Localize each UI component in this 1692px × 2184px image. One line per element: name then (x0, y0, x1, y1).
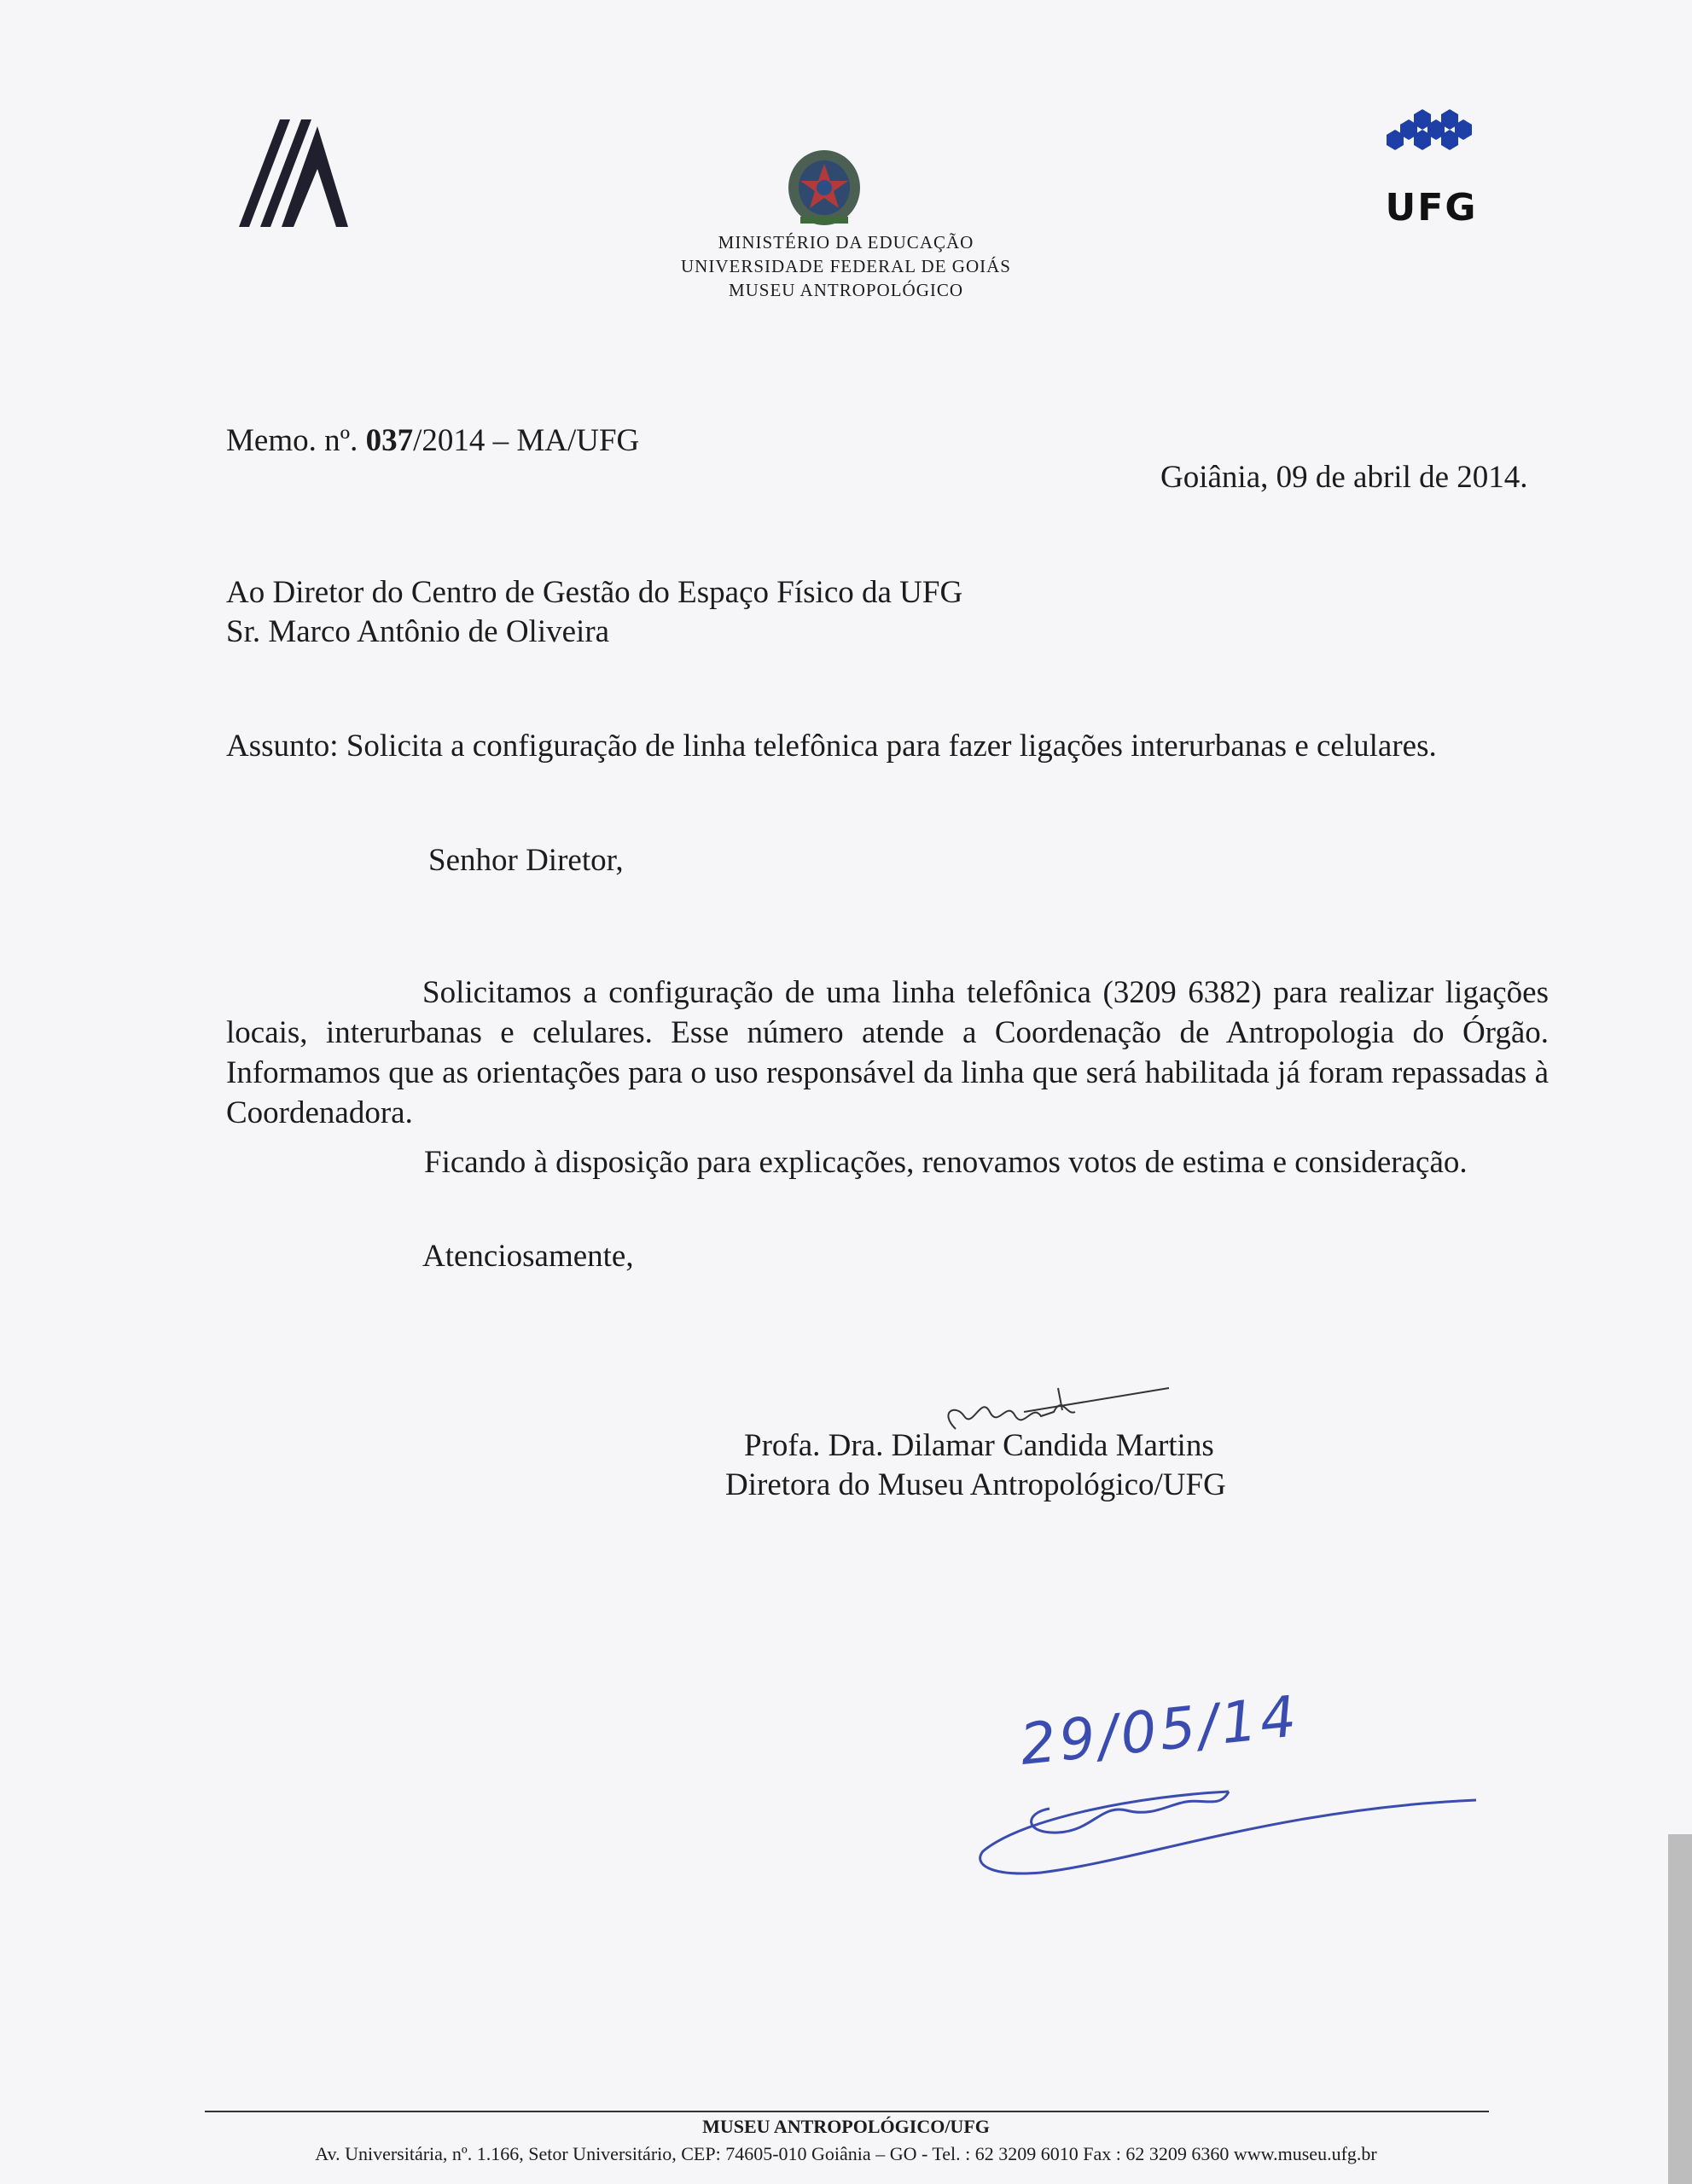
header-museum: MUSEU ANTROPOLÓGICO (728, 280, 964, 300)
subject-line: Assunto: Solicita a configuração de linha telefônica para fazer ligações interurbanas e celulares. (226, 729, 1437, 764)
signatory-title: Diretora do Museu Antropológico/UFG (725, 1467, 1226, 1502)
body-paragraph-1: Solicitamos a configuração de uma linha telefônica (3209 6382) para realizar ligações locais, interurbanas e celulares. Esse número atende a Coordenação de Antropologia do Órgão. Informamos que as orientações para o uso responsável da linha que será habilitada já foram repassadas à Coordenadora. (226, 975, 1549, 1130)
memo-number: Memo. nº. 037/2014 – MA/UFG (226, 423, 640, 458)
body-paragraph-2: Ficando à disposição para explicações, renovamos votos de estima e consideração. (424, 1145, 1468, 1180)
footer-divider (205, 2111, 1489, 2112)
addressee-line2: Sr. Marco Antônio de Oliveira (226, 614, 610, 649)
header-university: UNIVERSIDADE FEDERAL DE GOIÁS (681, 256, 1011, 276)
ufg-logo-text: UFG (1385, 186, 1478, 229)
footer-address: Av. Universitária, nº. 1.166, Setor Universitário, CEP: 74605-010 Goiânia – GO - Tel. : 62 3209 6010 Fax : 62 3209 6360 www.museu.ufg.br (315, 2143, 1377, 2164)
salutation: Senhor Diretor, (428, 843, 624, 878)
museum-triangle-logo-icon (222, 109, 350, 229)
handwritten-initials (973, 1757, 1485, 1885)
closing: Atenciosamente, (422, 1239, 634, 1274)
signatory-name: Profa. Dra. Dilamar Candida Martins (744, 1428, 1214, 1463)
header-ministry: MINISTÉRIO DA EDUCAÇÃO (718, 232, 974, 253)
handwritten-date: 29/05/14 (1016, 1683, 1303, 1778)
ufg-hexagon-logo-icon (1369, 109, 1493, 188)
brazil-coat-of-arms-icon (785, 145, 863, 230)
footer-title: MUSEU ANTROPOLÓGICO/UFG (702, 2116, 990, 2137)
memo-number-value: 037 (365, 423, 414, 458)
addressee-line1: Ao Diretor do Centro de Gestão do Espaço Físico da UFG (226, 575, 963, 610)
letter-date: Goiânia, 09 de abril de 2014. (1160, 460, 1528, 495)
